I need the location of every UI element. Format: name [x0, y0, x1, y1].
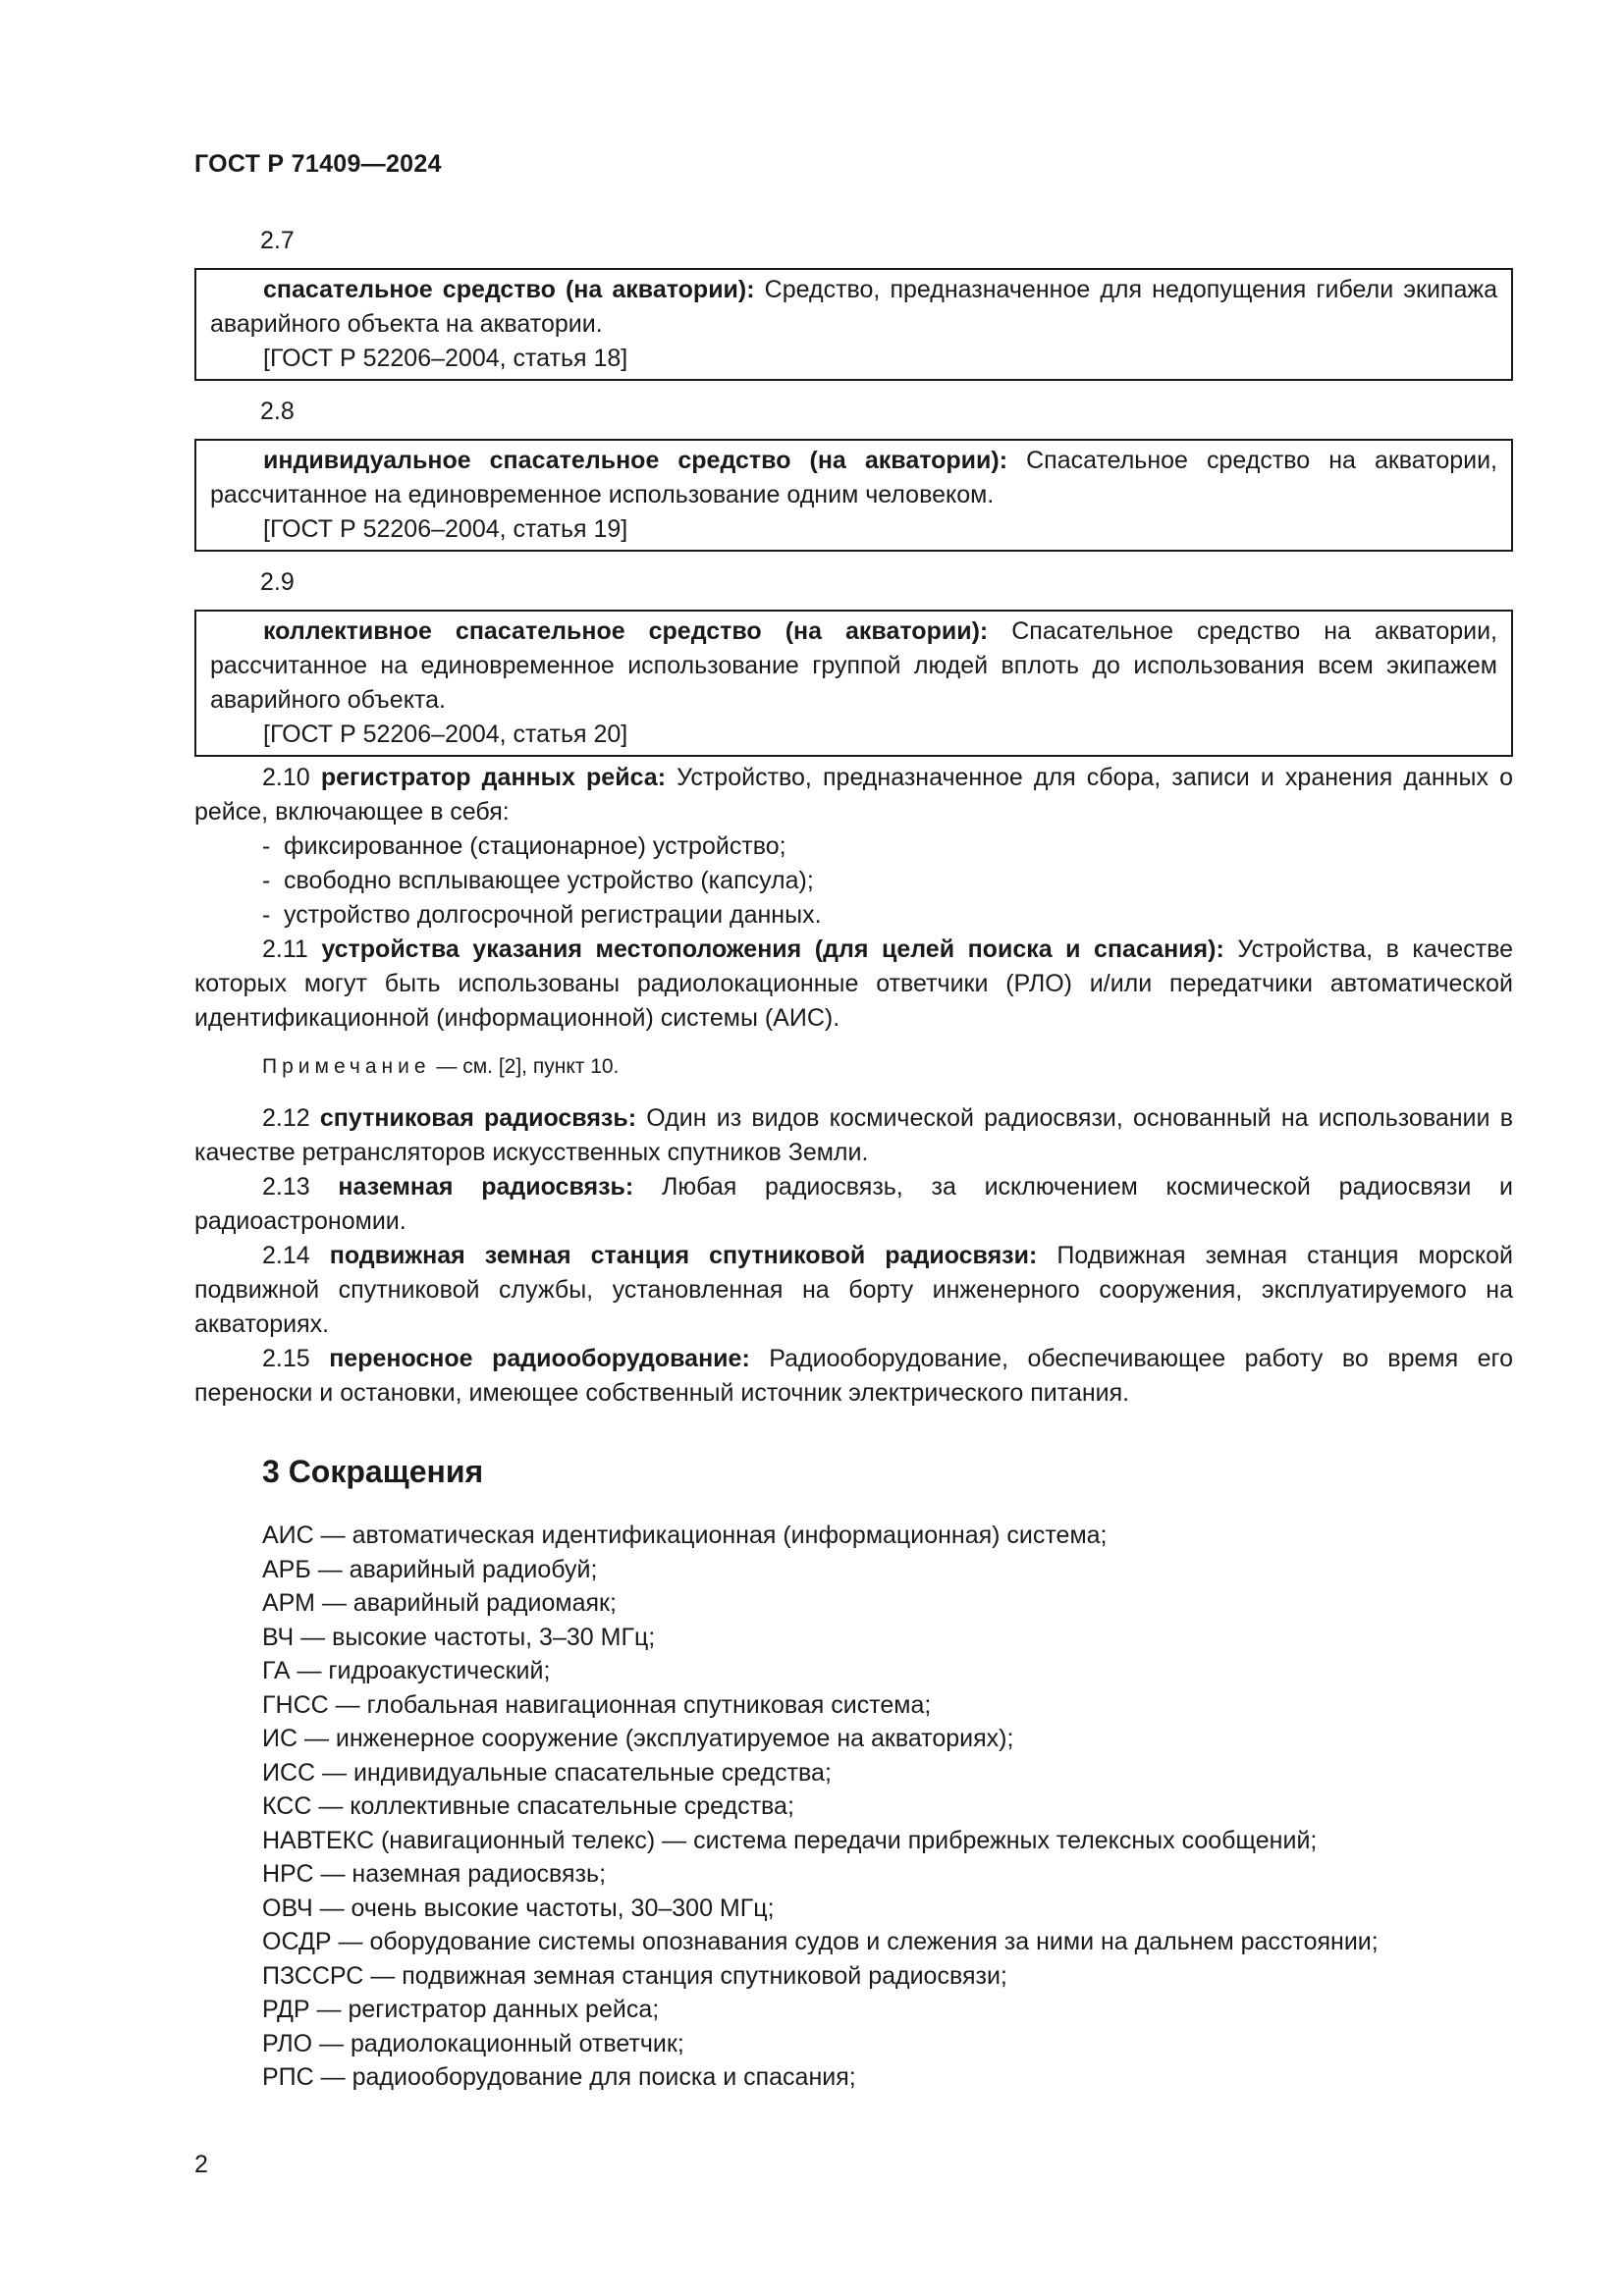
document-body — [194, 224, 1513, 2095]
abbreviation-item: РПС — радиооборудование для поиска и спасания; — [262, 2063, 856, 2091]
dash-marker: - — [262, 832, 271, 860]
dash-marker: - — [262, 867, 271, 894]
definition-body: Один из видов космической радиосвязи, основанный на использовании в качестве ретрансляторов искусственных спутников Земли. — [194, 1104, 1513, 1166]
abbreviation-item: НРС — наземная радиосвязь; — [262, 1860, 607, 1888]
clause-number: 2.14 — [262, 1242, 310, 1269]
clause-number: 2.15 — [262, 1345, 310, 1372]
abbreviation-item: ВЧ — высокие частоты, 3–30 МГц; — [262, 1623, 656, 1651]
abbreviation-item: ОСДР — оборудование системы опознавания судов и слежения за ними на дальнем расстоянии; — [262, 1928, 1379, 1955]
abbreviation-item: АРБ — аварийный радиобуй; — [262, 1555, 598, 1583]
document-header: ГОСТ Р 71409—2024 — [194, 150, 442, 178]
definition-paragraph — [194, 933, 1513, 1036]
list-item: - устройство долгосрочной регистрации данных. — [194, 898, 1513, 933]
definition-paragraph — [194, 1170, 1513, 1239]
clause-number: 2.8 — [260, 398, 295, 425]
definition-body: Спасательное средство на акватории, рассчитанное на единовременное использование одним человеком. — [210, 447, 1497, 508]
clause-number: 2.9 — [260, 568, 295, 596]
definition-body: Средство, предназначенное для недопущения гибели экипажа аварийного объекта на акватории. — [210, 276, 1497, 338]
abbreviation-item: ПЗССРС — подвижная земная станция спутниковой радиосвязи; — [262, 1961, 1007, 1990]
note-label: Примечание — [262, 1055, 431, 1078]
definition-box — [194, 268, 1513, 381]
clause-number: 2.11 — [262, 935, 308, 963]
definition-term: переносное радиооборудование: — [329, 1345, 750, 1372]
abbreviation-item: АИС — автоматическая идентификационная (информационная) система; — [262, 1522, 1108, 1549]
abbreviation-item: ИСС — индивидуальные спасательные средства; — [262, 1758, 832, 1787]
definition-body: Радиооборудование, обеспечивающее работу во время его переноски и остановки, имеющее собственный источник электрического питания. — [194, 1345, 1513, 1407]
abbreviation-item: НАВТЕКС (навигационный телекс) — система передачи прибрежных телексных сообщений; — [262, 1826, 1318, 1854]
abbreviation-item: ИС — инженерное сооружение (эксплуатируемое на акваториях); — [262, 1725, 1014, 1752]
abbreviation-item: ОВЧ — очень высокие частоты, 30–300 МГц; — [262, 1894, 775, 1922]
definition-body: Устройства, в качестве которых могут быть использованы радиолокационные ответчики (РЛО) и/или передатчики автоматической идентификационной (информационной) системы (АИС). — [194, 935, 1514, 1032]
definition-body: Любая радиосвязь, за исключением космической радиосвязи и радиоастрономии. — [194, 1173, 1513, 1235]
abbreviation-item: АРМ — аварийный радиомаяк; — [262, 1589, 617, 1617]
abbreviation-item: КСС — коллективные спасательные средства; — [262, 1792, 794, 1820]
abbreviation-item: ГНСС — глобальная навигационная спутниковая система; — [262, 1690, 932, 1719]
definition-term: наземная радиосвязь: — [338, 1173, 634, 1201]
dash-marker: - — [262, 901, 271, 929]
clause-number: 2.12 — [262, 1104, 310, 1132]
definition-paragraph — [194, 761, 1513, 829]
clause-number: 2.7 — [260, 227, 295, 254]
definition-source: [ГОСТ Р 52206–2004, статья 20] — [263, 721, 628, 748]
definition-text — [210, 444, 1497, 512]
page-number: 2 — [194, 2151, 208, 2178]
section-title: 3 Сокращения — [262, 1454, 484, 1489]
definition-term: устройства указания местоположения (для целей поиска и спасания): — [321, 935, 1224, 963]
definition-text — [210, 273, 1497, 342]
list-item: - свободно всплывающее устройство (капсула); — [194, 864, 1513, 898]
definition-paragraph — [194, 1342, 1513, 1411]
definition-box — [194, 610, 1513, 757]
definition-box — [194, 439, 1513, 552]
abbreviation-item: ГА — гидроакустический; — [262, 1657, 551, 1684]
abbreviation-item: РДР — регистратор данных рейса; — [262, 1996, 660, 2023]
definition-term: коллективное спасательное средство (на акватории): — [263, 617, 989, 645]
definition-term: регистратор данных рейса: — [320, 764, 667, 791]
definition-paragraph — [194, 1239, 1513, 1342]
abbreviations-list — [194, 1519, 1513, 2095]
definition-source: [ГОСТ Р 52206–2004, статья 18] — [263, 345, 628, 372]
definition-body: Устройство, предназначенное для сбора, записи и хранения данных о рейсе, включающее в себя: — [194, 764, 1513, 826]
note-text: — см. [2], пункт 10. — [430, 1055, 620, 1078]
definition-body: Спасательное средство на акватории, рассчитанное на единовременное использование группой людей вплоть до использования всем экипажем аварийного объекта. — [210, 617, 1497, 714]
note — [194, 1049, 1513, 1084]
list-item: - фиксированное (стационарное) устройство; — [194, 829, 1513, 864]
definition-term: спасательное средство (на акватории): — [263, 276, 755, 303]
definition-text — [210, 614, 1497, 718]
abbreviation-item: РЛО — радиолокационный ответчик; — [262, 2029, 684, 2057]
definition-source: [ГОСТ Р 52206–2004, статья 19] — [263, 515, 628, 543]
clause-number: 2.13 — [262, 1173, 310, 1201]
bullet-list — [194, 829, 1513, 933]
definition-body: Подвижная земная станция морской подвижной спутниковой службы, установленная на борту инженерного сооружения, эксплуатируемого на акваториях. — [194, 1242, 1514, 1338]
definition-term: спутниковая радиосвязь: — [319, 1104, 637, 1132]
definition-paragraph — [194, 1101, 1513, 1170]
definition-term: индивидуальное спасательное средство (на акватории): — [263, 447, 1008, 474]
clause-number: 2.10 — [262, 764, 310, 791]
definition-term: подвижная земная станция спутниковой радиосвязи: — [329, 1242, 1038, 1269]
